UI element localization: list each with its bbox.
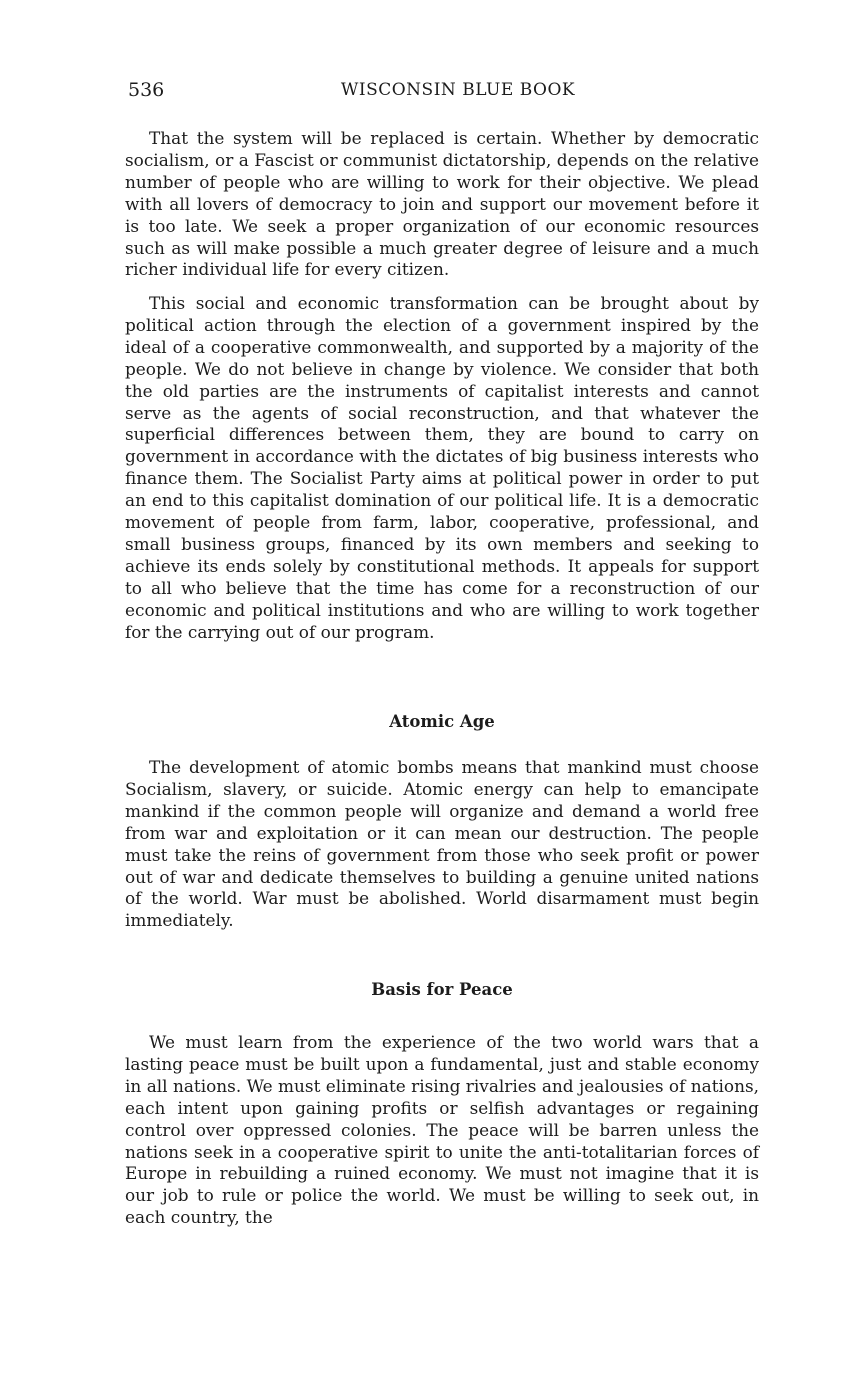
paragraph-basis-for-peace: We must learn from the experience of the two world wars that a lasting peace must be built upon a fundamental, just and stable economy in all nations. We must eliminate rising rivalries and jealousies of nations, each intent upon gaining profits or selfish advantages or regaining control over oppressed colonies. The peace will be barren unless the nations seek in a cooperative spirit to unite the anti-totalitarian forces of Europe in rebuilding a ruined economy. We must not imagine that it is our job to rule or police the world. We must be willing to seek out, in each country, the <box>125 1032 759 1228</box>
paragraph-atomic-age: The development of atomic bombs means that mankind must choose Socialism, slavery, or suicide. Atomic energy can help to emancipate mankind if the common people will organize and demand a world free from war and exploitation or it can mean our destruction. The people must take the reins of government from those who seek profit or power out of war and dedicate themselves to building a genuine united nations of the world. War must be abolished. World disarmament must begin immediately. <box>125 757 759 931</box>
running-head: WISCONSIN BLUE BOOK <box>340 80 576 100</box>
section-heading-atomic-age: Atomic Age <box>389 712 495 731</box>
section-heading-basis-for-peace: Basis for Peace <box>371 980 513 999</box>
page-header <box>128 78 758 102</box>
paragraph-social-transformation: This social and economic transformation can be brought about by political action through the election of a government inspired by the ideal of a cooperative commonwealth, and supported by a majority of the people. We do not believe in change by violence. We consider that both the old parties are the instruments of capitalist interests and cannot serve as the agents of social reconstruction, and that whatever the superficial differences between them, they are bound to carry on government in accordance with the dictates of big business interests who finance them. The Socialist Party aims at political power in order to put an end to this capitalist domination of our political life. It is a democratic movement of people from farm, labor, cooperative, professional, and small business groups, financed by its own members and seeking to achieve its ends solely by constitutional methods. It appeals for support to all who believe that the time has come for a reconstruction of our economic and political institutions and who are willing to work together for the carrying out of our program. <box>125 293 759 642</box>
page-number: 536 <box>128 79 165 101</box>
paragraph-system-replaced: That the system will be replaced is certain. Whether by democratic socialism, or a Fascist or communist dictatorship, depends on the relative number of people who are willing to work for their objective. We plead with all lovers of democracy to join and support our movement before it is too late. We seek a proper organization of our economic resources such as will make possible a much greater degree of leisure and a much richer individual life for every citizen. <box>125 128 759 280</box>
